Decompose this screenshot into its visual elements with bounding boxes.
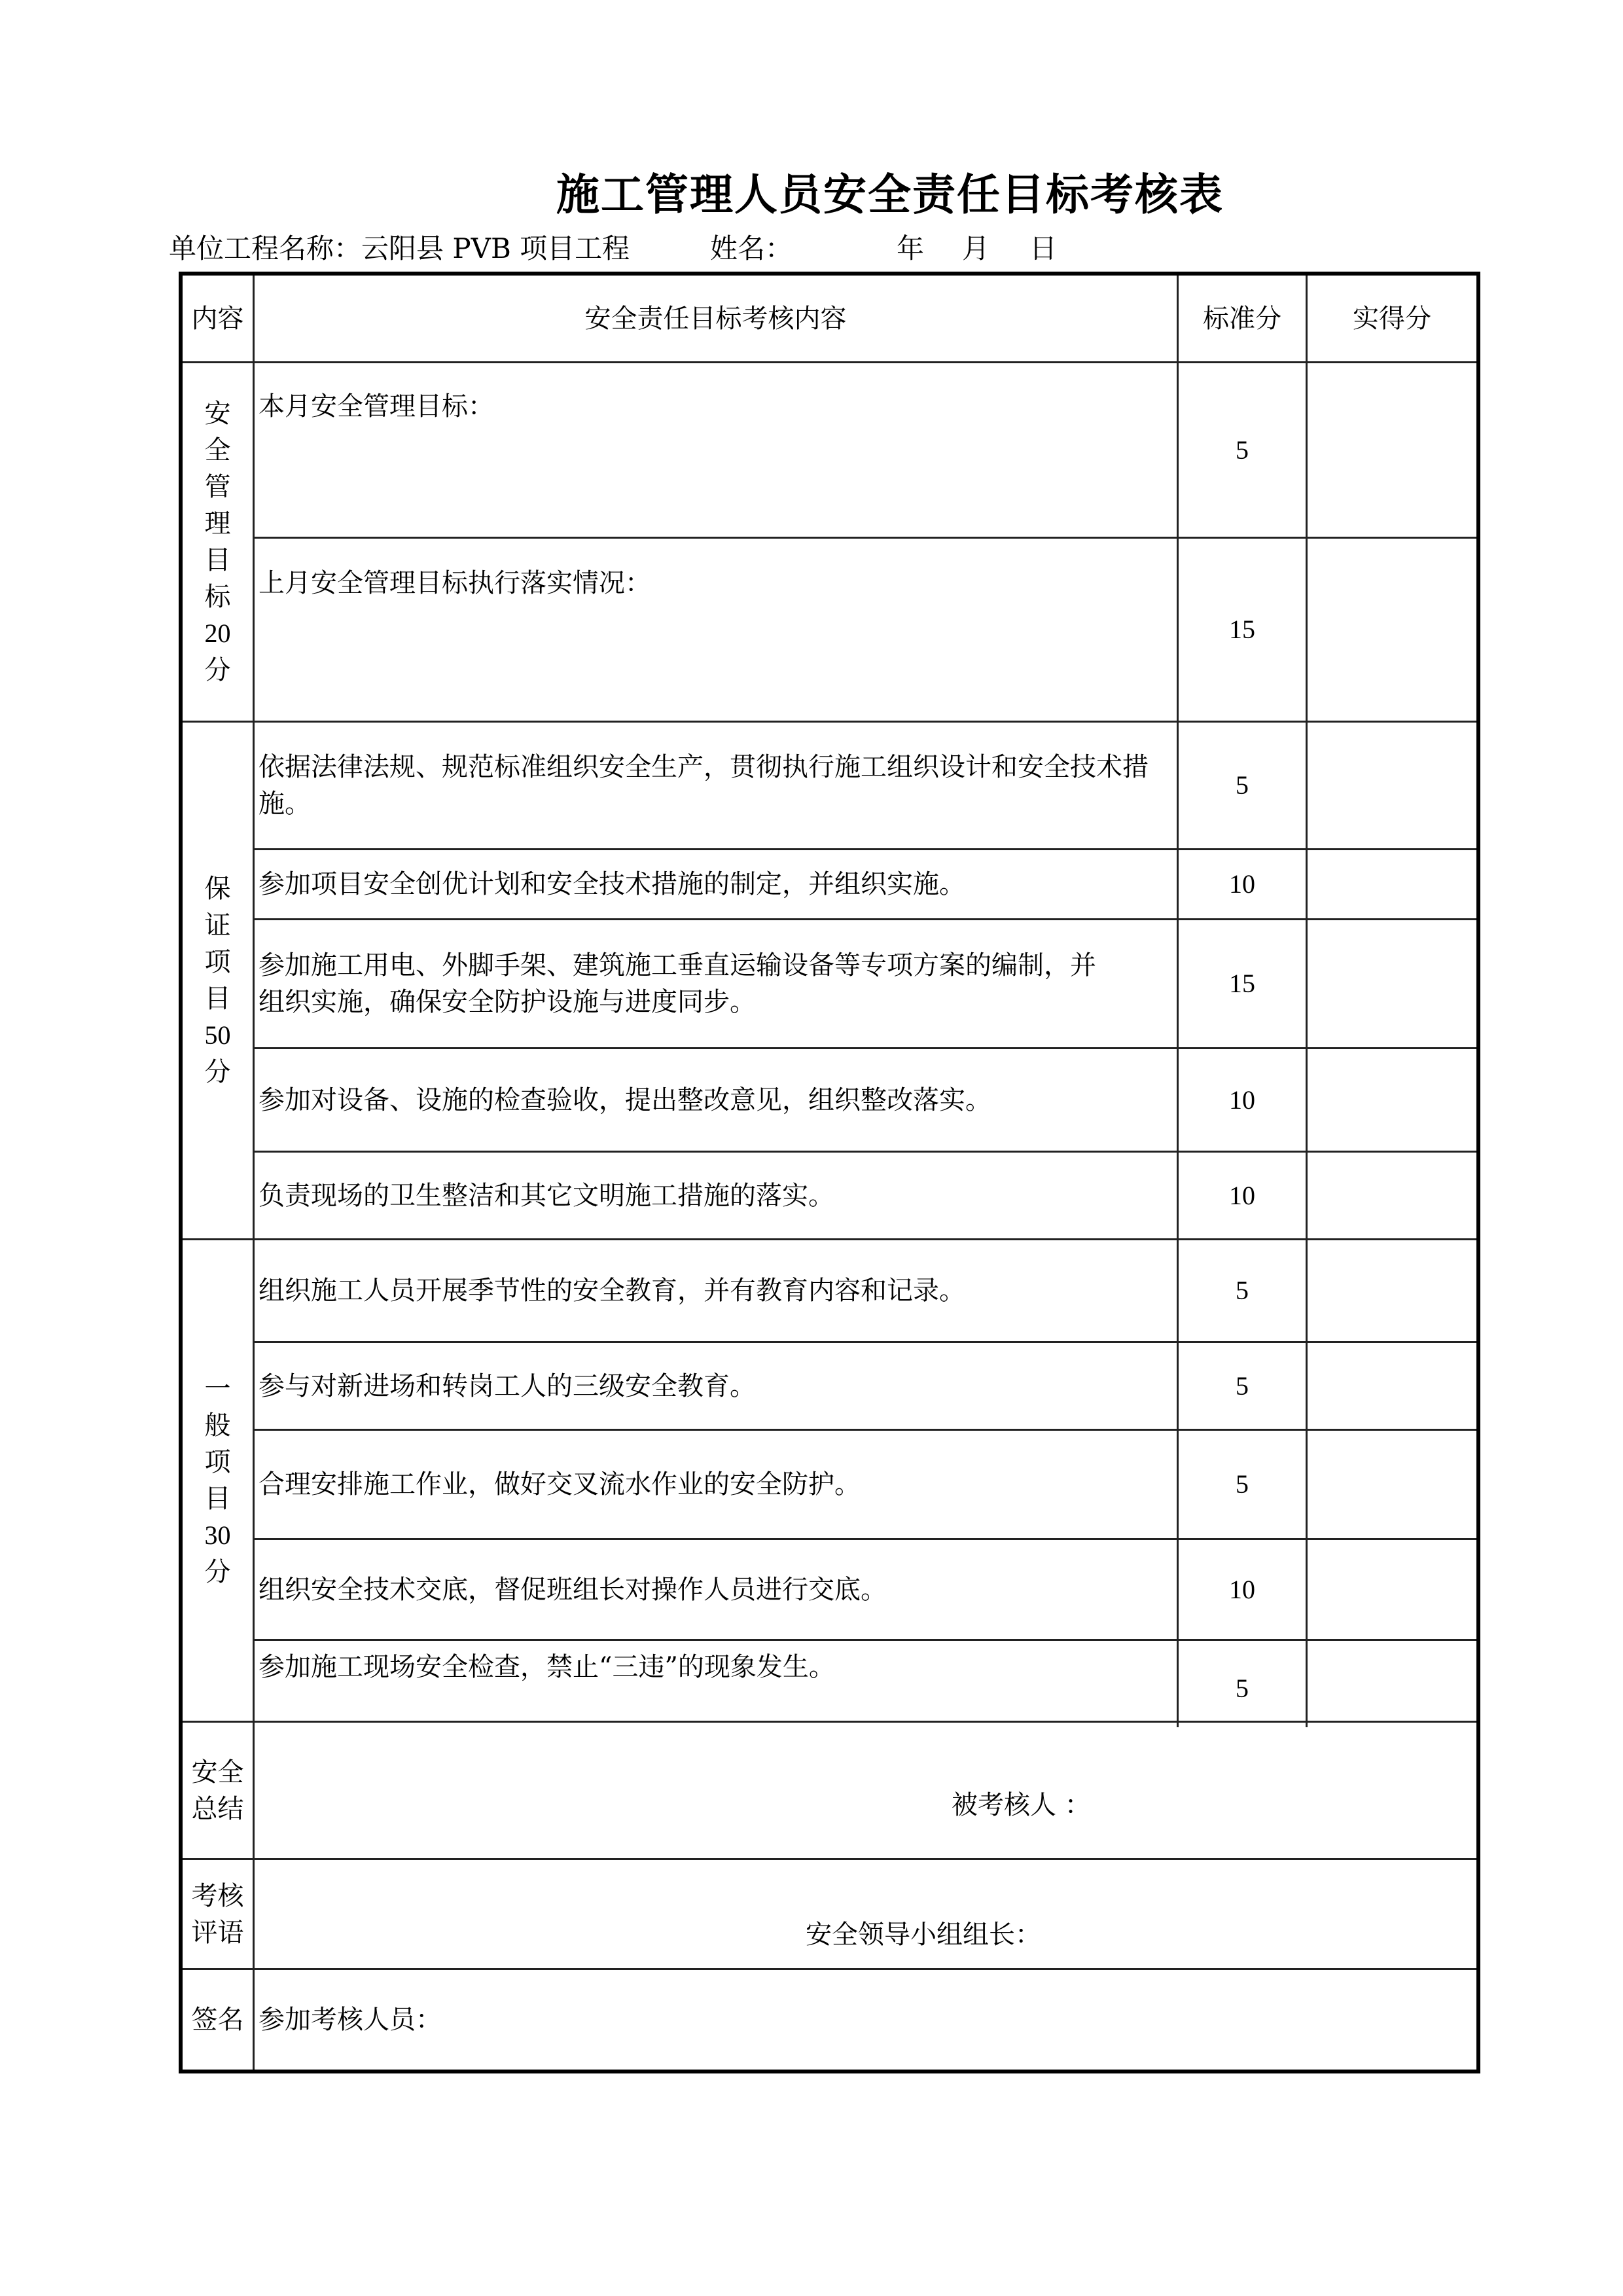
label-char: 项 [204, 947, 231, 977]
actual-score-field[interactable] [1308, 1540, 1476, 1639]
label-char: 20 [204, 619, 231, 648]
label-char: 安 [204, 399, 231, 429]
label-char: 证 [204, 910, 231, 941]
name-label: 姓名： [710, 232, 793, 264]
summary-label [183, 1723, 253, 1858]
actual-score-field[interactable] [1308, 1153, 1476, 1238]
comment-label-line: 评语 [191, 1917, 244, 1948]
actual-score-field[interactable] [1308, 1343, 1476, 1429]
actual-score-field[interactable] [1308, 1240, 1476, 1341]
label-char: 全 [204, 435, 231, 465]
header-actual-score: 实得分 [1353, 303, 1431, 334]
item-text: 参加对设备、设施的检查验收，提出整改意见，组织整改落实。 [259, 1085, 991, 1115]
item-score: 5 [1236, 1469, 1249, 1499]
label-char: 目 [204, 545, 231, 575]
item-score: 5 [1236, 1276, 1249, 1305]
label-char: 理 [204, 509, 231, 539]
item-score: 10 [1229, 869, 1255, 899]
sign-label: 签名 [191, 2005, 244, 2035]
year-label: 年 [897, 232, 925, 264]
leader-label: 安全领导小组组长： [806, 1920, 1041, 1950]
actual-score-field[interactable] [1308, 363, 1476, 537]
summary-label-line: 安全 [191, 1757, 244, 1787]
item-score: 5 [1236, 1674, 1249, 1703]
assessment-table [179, 272, 1480, 2073]
label-char: 目 [204, 1484, 231, 1514]
item-score: 10 [1229, 1085, 1255, 1115]
section-label-general-items [183, 1240, 253, 1721]
comment-label-line: 考核 [191, 1880, 244, 1911]
item-text: 上月安全管理目标执行落实情况： [259, 568, 651, 598]
actual-score-field[interactable] [1308, 1049, 1476, 1151]
item-score: 10 [1229, 1574, 1255, 1604]
label-char: 项 [204, 1447, 231, 1477]
label-char: 保 [204, 874, 231, 904]
page-title [0, 169, 1623, 221]
item-text: 依据法律法规、规范标准组织安全生产，贯彻执行施工组织设计和安全技术措施。 [259, 752, 1149, 819]
month-label: 月 [962, 232, 990, 264]
item-score: 15 [1229, 615, 1255, 644]
summary-field[interactable] [255, 1723, 1476, 1858]
actual-score-field[interactable] [1308, 539, 1476, 721]
item-text: 参加施工现场安全检查，禁止“三违”的现象发生。 [259, 1652, 835, 1682]
label-char: 一 [204, 1374, 231, 1404]
item-text: 参加施工用电、外脚手架、建筑施工垂直运输设备等专项方案的编制，并组织实施，确保安全防护设施与进度同步。 [259, 950, 1096, 1017]
header-category: 内容 [191, 303, 244, 334]
label-char: 50 [204, 1020, 231, 1050]
summary-label-line: 总结 [191, 1793, 244, 1824]
item-text: 负责现场的卫生整洁和其它文明施工措施的落实。 [259, 1180, 834, 1211]
actual-score-field[interactable] [1308, 1431, 1476, 1538]
label-char: 管 [204, 472, 231, 502]
label-char: 般 [204, 1410, 231, 1441]
participants-field[interactable] [255, 1970, 1476, 2070]
item-text: 参加项目安全创优计划和安全技术措施的制定，并组织实施。 [259, 869, 965, 899]
label-char: 分 [204, 655, 231, 685]
comment-field[interactable] [255, 1860, 1476, 1968]
label-char: 目 [204, 984, 231, 1014]
item-text: 合理安排施工作业，做好交叉流水作业的安全防护。 [259, 1469, 861, 1499]
item-score: 5 [1236, 435, 1249, 465]
label-char: 分 [204, 1557, 231, 1587]
item-score: 5 [1236, 770, 1249, 800]
comment-label [183, 1860, 253, 1968]
header-content: 安全责任目标考核内容 [584, 303, 847, 334]
item-score: 10 [1229, 1180, 1255, 1210]
section-label-safety-goal [183, 363, 253, 721]
label-char: 标 [204, 582, 231, 612]
assessee-label: 被考核人 ： [952, 1790, 1091, 1820]
title-text: 施工管理人员安全责任目标考核表 [556, 170, 1224, 220]
day-label: 日 [1029, 232, 1058, 264]
item-text: 组织安全技术交底，督促班组长对操作人员进行交底。 [259, 1574, 887, 1605]
actual-score-field[interactable] [1308, 850, 1476, 918]
project-name-label: 单位工程名称：云阳县 PVB 项目工程 [169, 232, 630, 264]
item-text: 参与对新进场和转岗工人的三级安全教育。 [259, 1371, 756, 1401]
header-standard-score: 标准分 [1203, 303, 1281, 334]
item-score: 15 [1229, 969, 1255, 998]
label-char: 30 [204, 1520, 231, 1550]
participants-label: 参加考核人员： [259, 2005, 442, 2035]
item-text: 组织施工人员开展季节性的安全教育，并有教育内容和记录。 [259, 1276, 965, 1306]
actual-score-field[interactable] [1308, 1641, 1476, 1721]
section-label-guarantee-items [183, 723, 253, 1238]
actual-score-field[interactable] [1308, 723, 1476, 848]
item-text: 本月安全管理目标： [259, 391, 494, 422]
label-char: 分 [204, 1057, 231, 1087]
item-score: 5 [1236, 1371, 1249, 1401]
actual-score-field[interactable] [1308, 920, 1476, 1047]
